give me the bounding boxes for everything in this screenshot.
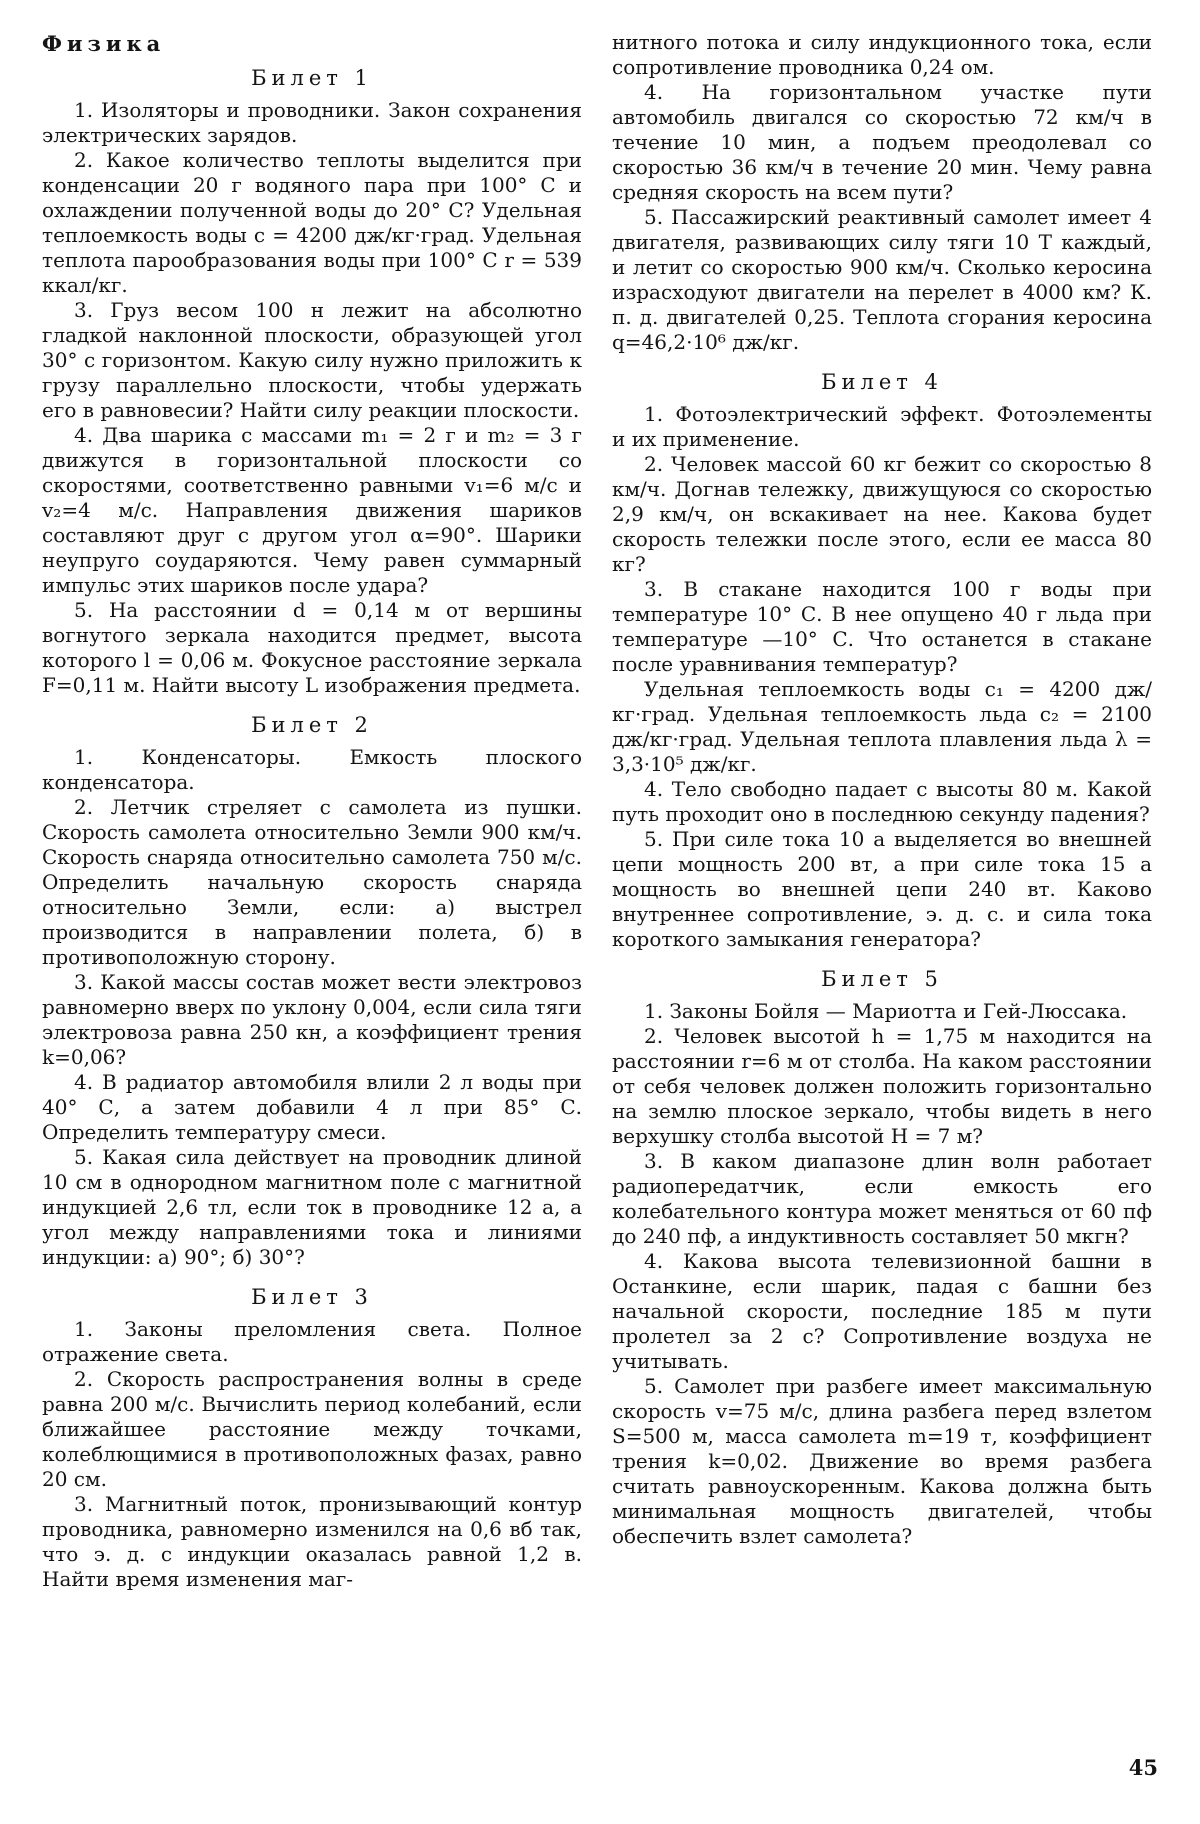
ticket-3-question-3: 3. Магнитный поток, пронизывающий контур проводника, равномерно изменился на 0,6 вб так, что э. д. с индукции оказалась равной 1,2 в. Найти время изменения маг- [42,1492,582,1591]
ticket-5-question-5: 5. Самолет при разбеге имеет максимальную скорость v=75 м/с, длина разбега перед взлетом S=500 м, масса самолета m=19 т, коэффициент трения k=0,02. Движение во время разбега считать равноускоренным. Какова должна быть минимальная мощность двигателей, чтобы обеспечить взлет самолета? [612,1374,1152,1548]
ticket-2-question-1: 1. Конденсаторы. Емкость плоского конденсатора. [42,745,582,794]
ticket-5-question-1: 1. Законы Бойля — Мариотта и Гей-Люссака. [644,999,1128,1023]
ticket-2-question-5: 5. Какая сила действует на проводник длиной 10 см в однородном магнитном поле с магнитной индукцией 2,6 тл, если ток в проводнике 12 а, а угол между направлениями тока и линиями индукции: а) 90°; б) 30°? [42,1145,582,1269]
ticket-4-question-5: 5. При силе тока 10 а выделяется во внешней цепи мощность 200 вт, а при силе тока 15 а мощность во внешней цепи 240 вт. Каково внутреннее сопротивление, э. д. с. и сила тока короткого замыкания генератора? [612,827,1152,951]
ticket-1-question-3: 3. Груз весом 100 н лежит на абсолютно гладкой наклонной плоскости, образующей угол 30° с горизонтом. Какую силу нужно приложить к грузу параллельно плоскости, чтобы удержать его в равновесии? Найти силу реакции плоскости. [42,298,582,422]
ticket-1-question-2: 2. Какое количество теплоты выделится при конденсации 20 г водяного пара при 100° С и охлаждении полученной воды до 20° С? Удельная теплоемкость воды c = 4200 дж/кг·град. Удельная теплота парообразования воды при 100° С r = 539 ккал/кг. [42,148,582,297]
ticket-1-title: Билет 1 [251,66,373,90]
ticket-2-question-4: 4. В радиатор автомобиля влили 2 л воды при 40° С, а затем добавили 4 л при 85° С. Определить температуру смеси. [42,1070,582,1144]
page-number: 45 [1128,1755,1158,1780]
ticket-1-question-1: 1. Изоляторы и проводники. Закон сохранения электрических зарядов. [42,98,582,147]
ticket-3-question-5: 5. Пассажирский реактивный самолет имеет 4 двигателя, развивающих силу тяги 10 Т каждый, и летит со скоростью 900 км/ч. Сколько керосина израсходуют двигатели на перелет в 4000 км? К. п. д. двигателей 0,25. Теплота сгорания керосина q=46,2·10⁶ дж/кг. [612,205,1152,354]
ticket-3-title: Билет 3 [251,1285,373,1309]
ticket-3-question-3-continuation: нитного потока и силу индукционного тока, если сопротивление проводника 0,24 ом. [612,30,1152,79]
ticket-2-question-2: 2. Летчик стреляет с самолета из пушки. Скорость самолета относительно Земли 900 км/ч. Скорость снаряда относительно самолета 750 м/с. Определить начальную скорость снаряда относительно Земли, если: а) выстрел производится в направлении полета, б) в противоположную сторону. [42,795,582,969]
ticket-1-question-4: 4. Два шарика с массами m₁ = 2 г и m₂ = 3 г движутся в горизонтальной плоскости со скоростями, соответственно равными v₁=6 м/с и v₂=4 м/с. Направления движения шариков составляют друг с другом угол α=90°. Шарики неупруго соударяются. Чему равен суммарный импульс этих шариков после удара? [42,423,582,597]
ticket-4-title: Билет 4 [821,370,943,394]
ticket-4-question-3: 3. В стакане находится 100 г воды при температуре 10° С. В нее опущено 40 г льда при температуре —10° С. Что останется в стакане после уравнивания температур? [612,577,1152,676]
ticket-1-question-5: 5. На расстоянии d = 0,14 м от вершины вогнутого зеркала находится предмет, высота которого l = 0,06 м. Фокусное расстояние зеркала F=0,11 м. Найти высоту L изображения предмета. [42,598,582,697]
ticket-4-question-2: 2. Человек массой 60 кг бежит со скоростью 8 км/ч. Догнав тележку, движущуюся со скоростью 2,9 км/ч, он вскакивает на нее. Какова будет скорость тележки после этого, если ее масса 80 кг? [612,452,1152,576]
ticket-3-question-2: 2. Скорость распространения волны в среде равна 200 м/с. Вычислить период колебаний, если ближайшее расстояние между точками, колеблющимися в противоположных фазах, равно 20 см. [42,1367,582,1491]
right-column [612,30,1152,1549]
ticket-3-question-4: 4. На горизонтальном участке пути автомобиль двигался со скоростью 72 км/ч в течение 10 мин, а подъем преодолевал со скоростью 36 км/ч в течение 20 мин. Чему равна средняя скорость на всем пути? [612,80,1152,204]
ticket-4-question-4: 4. Тело свободно падает с высоты 80 м. Какой путь проходит оно в последнюю секунду падения? [612,777,1152,826]
ticket-2-question-3: 3. Какой массы состав может вести электровоз равномерно вверх по уклону 0,004, если сила тяги электровоза равна 250 кн, а коэффициент трения k=0,06? [42,970,582,1069]
ticket-4-question-1: 1. Фотоэлектрический эффект. Фотоэлементы и их применение. [612,402,1152,451]
ticket-5-question-2: 2. Человек высотой h = 1,75 м находится на расстоянии r=6 м от столба. На каком расстоянии от себя человек должен положить горизонтально на землю плоское зеркало, чтобы видеть в него верхушку столба высотой H = 7 м? [612,1024,1152,1148]
subject-heading: Физика [42,31,166,56]
ticket-3-question-1: 1. Законы преломления света. Полное отражение света. [42,1317,582,1366]
left-column [42,30,582,1592]
ticket-2-title: Билет 2 [251,713,373,737]
ticket-5-question-3: 3. В каком диапазоне длин волн работает радиопередатчик, если емкость его колебательного контура может меняться от 60 пф до 240 пф, а индуктивность составляет 50 мкгн? [612,1149,1152,1248]
ticket-4-question-3-constants: Удельная теплоемкость воды c₁ = 4200 дж/кг·град. Удельная теплоемкость льда c₂ = 2100 дж/кг·град. Удельная теплота плавления льда λ = 3,3·10⁵ дж/кг. [612,677,1152,776]
ticket-5-question-4: 4. Какова высота телевизионной башни в Останкине, если шарик, падая с башни без начальной скорости, последние 185 м пути пролетел за 2 с? Сопротивление воздуха не учитывать. [612,1249,1152,1373]
ticket-5-title: Билет 5 [821,967,943,991]
